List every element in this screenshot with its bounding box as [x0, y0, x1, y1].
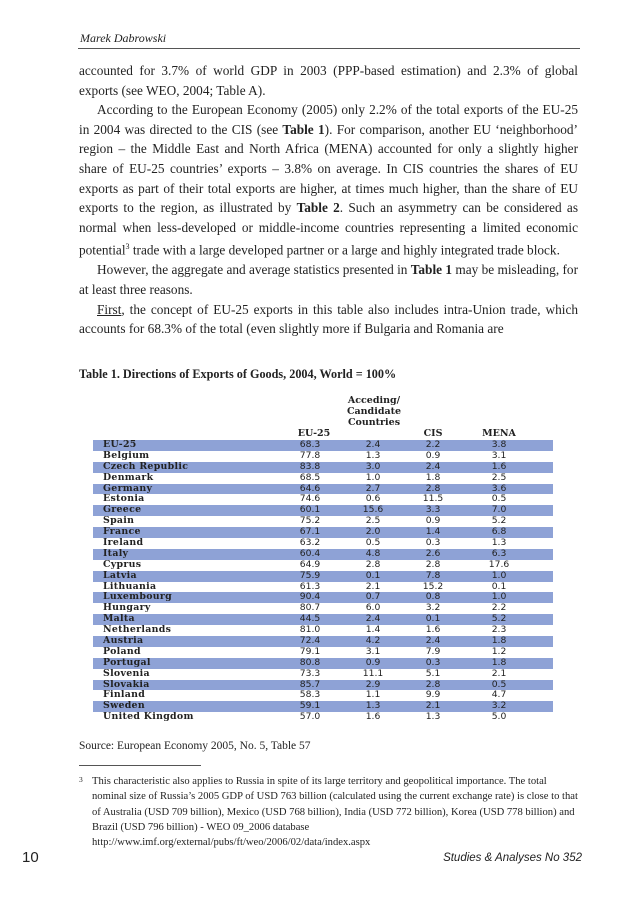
cell-cis: 2.8 — [425, 558, 441, 570]
cell-eu25: 80.8 — [299, 656, 321, 668]
cell-eu25: 74.6 — [299, 493, 321, 505]
cell-eu25: 44.5 — [299, 613, 321, 625]
cell-eu25: 57.0 — [299, 711, 321, 723]
row-country: Ireland — [103, 537, 144, 549]
row-country: EU-25 — [103, 439, 137, 450]
cell-eu25: 58.3 — [299, 689, 321, 701]
cell-cis: 2.1 — [425, 700, 441, 712]
cell-cis: 9.9 — [425, 689, 441, 701]
cell-mena: 5.0 — [491, 711, 507, 723]
row-country: Malta — [103, 613, 135, 625]
cell-mena: 1.0 — [491, 591, 507, 603]
cell-mena: 1.0 — [491, 569, 507, 581]
footnote-text — [92, 774, 579, 850]
body-text — [79, 61, 578, 339]
table-row — [93, 690, 553, 701]
cell-mena: 3.6 — [491, 482, 507, 494]
paragraph-2-text-a: According to the European Economy (2005) only 2.2% of the total exports of the EU-25 in 2004 was directed to the CIS (see — [79, 102, 578, 137]
header-rule — [78, 48, 580, 49]
row-country: Slovakia — [103, 678, 150, 690]
paragraph-2 — [79, 100, 578, 260]
table-row — [93, 473, 553, 484]
cell-cis: 11.5 — [422, 493, 444, 505]
footnote-number: 3 — [79, 775, 83, 784]
cell-mena: 7.0 — [491, 504, 507, 516]
cell-cis: 1.8 — [425, 471, 441, 483]
cell-cis: 2.4 — [425, 460, 441, 472]
cell-acceding: 3.0 — [365, 460, 381, 472]
table-row — [93, 669, 553, 680]
cell-acceding: 11.1 — [362, 667, 384, 679]
row-country: Lithuania — [103, 580, 157, 592]
table-row — [93, 462, 553, 473]
cell-mena: 2.5 — [491, 471, 507, 483]
footnote-body: This characteristic also applies to Russia in spite of its large territory and geopolitical importance. The total nominal size of Russia’s 2005 GDP of USD 763 billion (calculated using the current exchange rate) is close to that of Australia (USD 709 billion), Mexico (USD 768 billion), India (USD 772 billion), Korea (USD 778 billion) and Brazil (USD 796 billion) - WEO 09_2006 database — [92, 776, 578, 833]
row-country: Netherlands — [103, 624, 172, 636]
cell-acceding: 0.1 — [365, 569, 381, 581]
cell-mena: 6.3 — [491, 547, 507, 559]
cell-acceding: 15.6 — [362, 504, 384, 516]
paragraph-2-text-f: trade with a large developed partner or a large and highly integrated trade block. — [129, 242, 560, 258]
footnote-ref[interactable]: 3 — [125, 242, 130, 252]
footnote-rule — [79, 765, 201, 766]
table-row — [93, 603, 553, 614]
row-country: Denmark — [103, 471, 154, 483]
cell-eu25: 75.2 — [299, 515, 321, 527]
cell-eu25: 80.7 — [299, 602, 321, 614]
cell-mena: 6.8 — [491, 526, 507, 538]
cell-mena: 5.2 — [491, 515, 507, 527]
table-row — [93, 505, 553, 516]
cell-cis: 2.8 — [425, 482, 441, 494]
cell-acceding: 6.0 — [365, 602, 381, 614]
row-country: Luxembourg — [103, 591, 173, 603]
table-row — [93, 592, 553, 603]
exports-table — [93, 392, 553, 723]
row-country: Sweden — [103, 700, 145, 712]
footnote — [79, 774, 579, 850]
cell-cis: 0.3 — [425, 537, 441, 549]
paragraph-4-first: First — [97, 301, 122, 317]
table1-ref: Table 1 — [282, 121, 325, 137]
cell-eu25: 73.3 — [299, 667, 321, 679]
cell-acceding: 3.1 — [365, 645, 381, 657]
cell-acceding: 2.4 — [365, 613, 381, 625]
cell-cis: 0.3 — [425, 656, 441, 668]
cell-cis: 0.9 — [425, 449, 441, 461]
cell-eu25: 60.4 — [299, 547, 321, 559]
paragraph-4-text-b: , the concept of EU-25 exports in this table also includes intra-Union trade, which accounts for 68.3% of the total (even slightly more if Bulgaria and Romania are — [79, 301, 578, 337]
cell-acceding: 2.8 — [365, 558, 381, 570]
cell-mena: 1.8 — [491, 635, 507, 647]
col-header-mena: MENA — [482, 428, 516, 439]
cell-eu25: 60.1 — [299, 504, 321, 516]
cell-eu25: 72.4 — [299, 635, 321, 647]
cell-mena: 1.6 — [491, 460, 507, 472]
cell-acceding: 1.6 — [365, 711, 381, 723]
cell-mena: 0.1 — [491, 580, 507, 592]
table-row — [93, 494, 553, 505]
table-row — [93, 712, 553, 723]
cell-cis: 3.2 — [425, 602, 441, 614]
table-row — [93, 516, 553, 527]
cell-acceding: 4.2 — [365, 635, 381, 647]
cell-mena: 3.1 — [491, 449, 507, 461]
cell-acceding: 1.0 — [365, 471, 381, 483]
paragraph-1-text: accounted for 3.7% of world GDP in 2003 (PPP-based estimation) and 2.3% of global exports (see WEO, 2004; Table A). — [79, 63, 578, 98]
page-number: 10 — [22, 849, 39, 866]
cell-acceding: 0.6 — [365, 493, 381, 505]
paragraph-2-text-e: . Such an asymmetry can be considered as normal when less-developed or middle-income countries representing a limited economic potential — [79, 200, 579, 258]
table-row — [93, 549, 553, 560]
table-body — [93, 440, 553, 723]
row-country: United Kingdom — [103, 711, 194, 723]
row-country: Austria — [103, 635, 144, 647]
cell-cis: 7.8 — [425, 569, 441, 581]
row-country: Portugal — [103, 656, 151, 668]
row-country: Latvia — [103, 569, 137, 581]
cell-eu25: 64.6 — [299, 482, 321, 494]
cell-eu25: 83.8 — [299, 460, 321, 472]
row-country: Slovenia — [103, 667, 150, 679]
row-country: Spain — [103, 515, 135, 527]
row-country: Italy — [103, 547, 129, 559]
cell-eu25: 75.9 — [299, 569, 321, 581]
paragraph-3-text-a: However, the aggregate and average statistics presented in — [97, 262, 411, 278]
cell-mena: 2.1 — [491, 667, 507, 679]
table-row — [93, 647, 553, 658]
table-row — [93, 571, 553, 582]
cell-cis: 1.4 — [425, 526, 441, 538]
cell-acceding: 1.3 — [365, 700, 381, 712]
paragraph-3-text-c: may be misleading, for at least three reasons. — [79, 262, 578, 297]
cell-eu25: 79.1 — [299, 645, 321, 657]
cell-cis: 1.6 — [425, 624, 441, 636]
col-header-eu25: EU-25 — [297, 428, 331, 439]
cell-acceding: 1.1 — [365, 689, 381, 701]
table-row — [93, 440, 553, 451]
cell-eu25: 81.0 — [299, 624, 321, 636]
cell-acceding: 4.8 — [365, 547, 381, 559]
cell-cis: 2.8 — [425, 678, 441, 690]
table-source: Source: European Economy 2005, No. 5, Table 57 — [79, 740, 311, 752]
cell-acceding: 0.9 — [365, 656, 381, 668]
table-header — [93, 392, 553, 440]
col-header-acceding-3: Countries — [347, 417, 401, 428]
table2-ref: Table 2 — [296, 200, 340, 216]
cell-acceding: 2.1 — [365, 580, 381, 592]
cell-cis: 0.8 — [425, 591, 441, 603]
cell-cis: 1.3 — [425, 711, 441, 723]
col-header-acceding-1: Acceding/ — [347, 395, 401, 406]
cell-mena: 3.2 — [491, 700, 507, 712]
table-row — [93, 538, 553, 549]
table-row — [93, 636, 553, 647]
cell-mena: 0.5 — [491, 678, 507, 690]
paragraph-2-text-c: ). For comparison, another EU ‘neighborhood’ region – the Middle East and North Africa (MENA) accounted for only a slightly higher share of EU-25 countries’ exports – 3.8% on average. In CIS countries the shares of EU exports as part of their total exports are higher, at times much higher, than the share of EU exports to the region, as illustrated by — [79, 121, 578, 216]
cell-cis: 5.1 — [425, 667, 441, 679]
row-country: Poland — [103, 645, 141, 657]
table-row — [93, 527, 553, 538]
row-country: Germany — [103, 482, 153, 494]
cell-cis: 3.3 — [425, 504, 441, 516]
running-header-author: Marek Dabrowski — [80, 31, 167, 45]
col-header-acceding-2: Candidate — [346, 406, 402, 417]
row-country: Greece — [103, 504, 142, 516]
table-caption: Table 1. Directions of Exports of Goods, 2004, World = 100% — [79, 367, 397, 381]
cell-eu25: 67.1 — [299, 526, 321, 538]
cell-eu25: 85.7 — [299, 678, 321, 690]
row-country: Estonia — [103, 493, 145, 505]
cell-acceding: 2.5 — [365, 515, 381, 527]
cell-eu25: 59.1 — [299, 700, 321, 712]
cell-mena: 17.6 — [488, 558, 510, 570]
table-row — [93, 680, 553, 691]
footnote-url[interactable]: http://www.imf.org/external/pubs/ft/weo/2006/02/data/index.aspx — [92, 837, 371, 849]
cell-eu25: 68.5 — [299, 471, 321, 483]
cell-eu25: 63.2 — [299, 537, 321, 549]
table-row — [93, 658, 553, 669]
cell-acceding: 2.4 — [365, 439, 381, 450]
cell-acceding: 2.7 — [365, 482, 381, 494]
cell-cis: 7.9 — [425, 645, 441, 657]
paragraph-1 — [79, 61, 578, 100]
cell-cis: 15.2 — [422, 580, 444, 592]
cell-mena: 2.3 — [491, 624, 507, 636]
cell-eu25: 61.3 — [299, 580, 321, 592]
cell-mena: 5.2 — [491, 613, 507, 625]
col-header-cis: CIS — [423, 428, 443, 439]
row-country: Cyprus — [103, 558, 142, 570]
table-row — [93, 560, 553, 571]
cell-acceding: 2.0 — [365, 526, 381, 538]
paragraph-3 — [79, 260, 578, 299]
series-title: Studies & Analyses No 352 — [443, 852, 582, 864]
cell-acceding: 0.5 — [365, 537, 381, 549]
row-country: Czech Republic — [103, 460, 189, 472]
cell-cis: 0.9 — [425, 515, 441, 527]
cell-eu25: 68.3 — [299, 439, 321, 450]
paragraph-4 — [79, 300, 578, 339]
cell-mena: 1.2 — [491, 645, 507, 657]
cell-eu25: 90.4 — [299, 591, 321, 603]
cell-acceding: 0.7 — [365, 591, 381, 603]
row-country: Finland — [103, 689, 146, 701]
cell-cis: 0.1 — [425, 613, 441, 625]
row-country: France — [103, 526, 141, 538]
cell-acceding: 2.9 — [365, 678, 381, 690]
row-country: Belgium — [103, 449, 150, 461]
cell-eu25: 77.8 — [299, 449, 321, 461]
cell-eu25: 64.9 — [299, 558, 321, 570]
row-country: Hungary — [103, 602, 151, 614]
cell-mena: 1.8 — [491, 656, 507, 668]
cell-cis: 2.6 — [425, 547, 441, 559]
cell-acceding: 1.3 — [365, 449, 381, 461]
cell-cis: 2.4 — [425, 635, 441, 647]
cell-mena: 2.2 — [491, 602, 507, 614]
table-row — [93, 625, 553, 636]
table-row — [93, 484, 553, 495]
table1-ref: Table 1 — [410, 262, 453, 278]
cell-acceding: 1.4 — [365, 624, 381, 636]
cell-mena: 4.7 — [491, 689, 507, 701]
cell-mena: 1.3 — [491, 537, 507, 549]
cell-cis: 2.2 — [425, 439, 441, 450]
cell-mena: 0.5 — [491, 493, 507, 505]
cell-mena: 3.8 — [491, 439, 507, 450]
